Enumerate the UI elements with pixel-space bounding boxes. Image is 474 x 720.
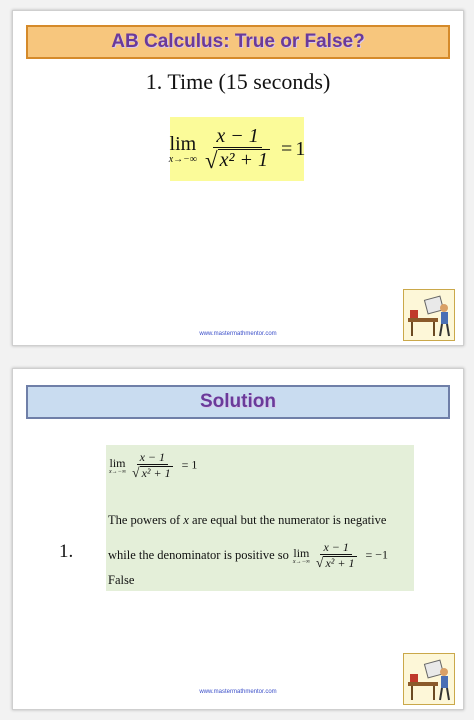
square-root: √ x² + 1 [205, 147, 269, 173]
question-slide [12, 10, 464, 346]
item-number: 1. [59, 541, 74, 562]
lim-sub-var: x [109, 468, 112, 475]
explanation-line-1: The powers of x are equal but the numerator is negative [108, 513, 387, 527]
fraction [202, 126, 273, 173]
equals-sign: = [181, 457, 189, 472]
lim-text: lim [109, 455, 126, 470]
rhs-value: 1 [191, 457, 198, 472]
result-formula: lim x→−∞ x − 1 √ x² + 1 = −1 [292, 540, 389, 570]
limit-operator [169, 133, 197, 165]
drafting-table-mascot-icon [403, 289, 455, 341]
lim-text: lim [169, 133, 197, 155]
answer-text: False [108, 573, 135, 587]
website-link[interactable]: www.mastermathmentor.com [199, 689, 277, 695]
radicand: x² + 1 [219, 148, 269, 171]
solution-slide [12, 368, 464, 710]
numerator: x − 1 [137, 451, 168, 465]
drafting-table-mascot-icon [403, 653, 455, 705]
lim-sub-var: x [168, 154, 174, 165]
numerator: x − 1 [213, 126, 261, 148]
limit-formula [170, 117, 304, 181]
result-rhs: −1 [375, 547, 389, 562]
radicand: x² + 1 [141, 465, 171, 480]
lim-sub-arrow: →−∞ [111, 468, 126, 475]
slide-title: AB Calculus: True or False? [26, 25, 450, 59]
equals-sign: = [281, 137, 293, 160]
explanation-line-2: while the denominator is positive so lim x→−∞ x − 1 √ x² + 1 = −1 [108, 540, 389, 570]
slide-title: Solution [26, 385, 450, 419]
question-subtitle: 1. Time (15 seconds) [145, 69, 331, 94]
website-link[interactable]: www.mastermathmentor.com [199, 331, 277, 337]
rhs-value: 1 [295, 137, 306, 160]
solution-box [106, 445, 414, 591]
lim-sub-arrow: →−∞ [173, 154, 198, 165]
limit-formula: lim x→−∞ x − 1 √ x² + 1 = 1 [109, 450, 198, 480]
